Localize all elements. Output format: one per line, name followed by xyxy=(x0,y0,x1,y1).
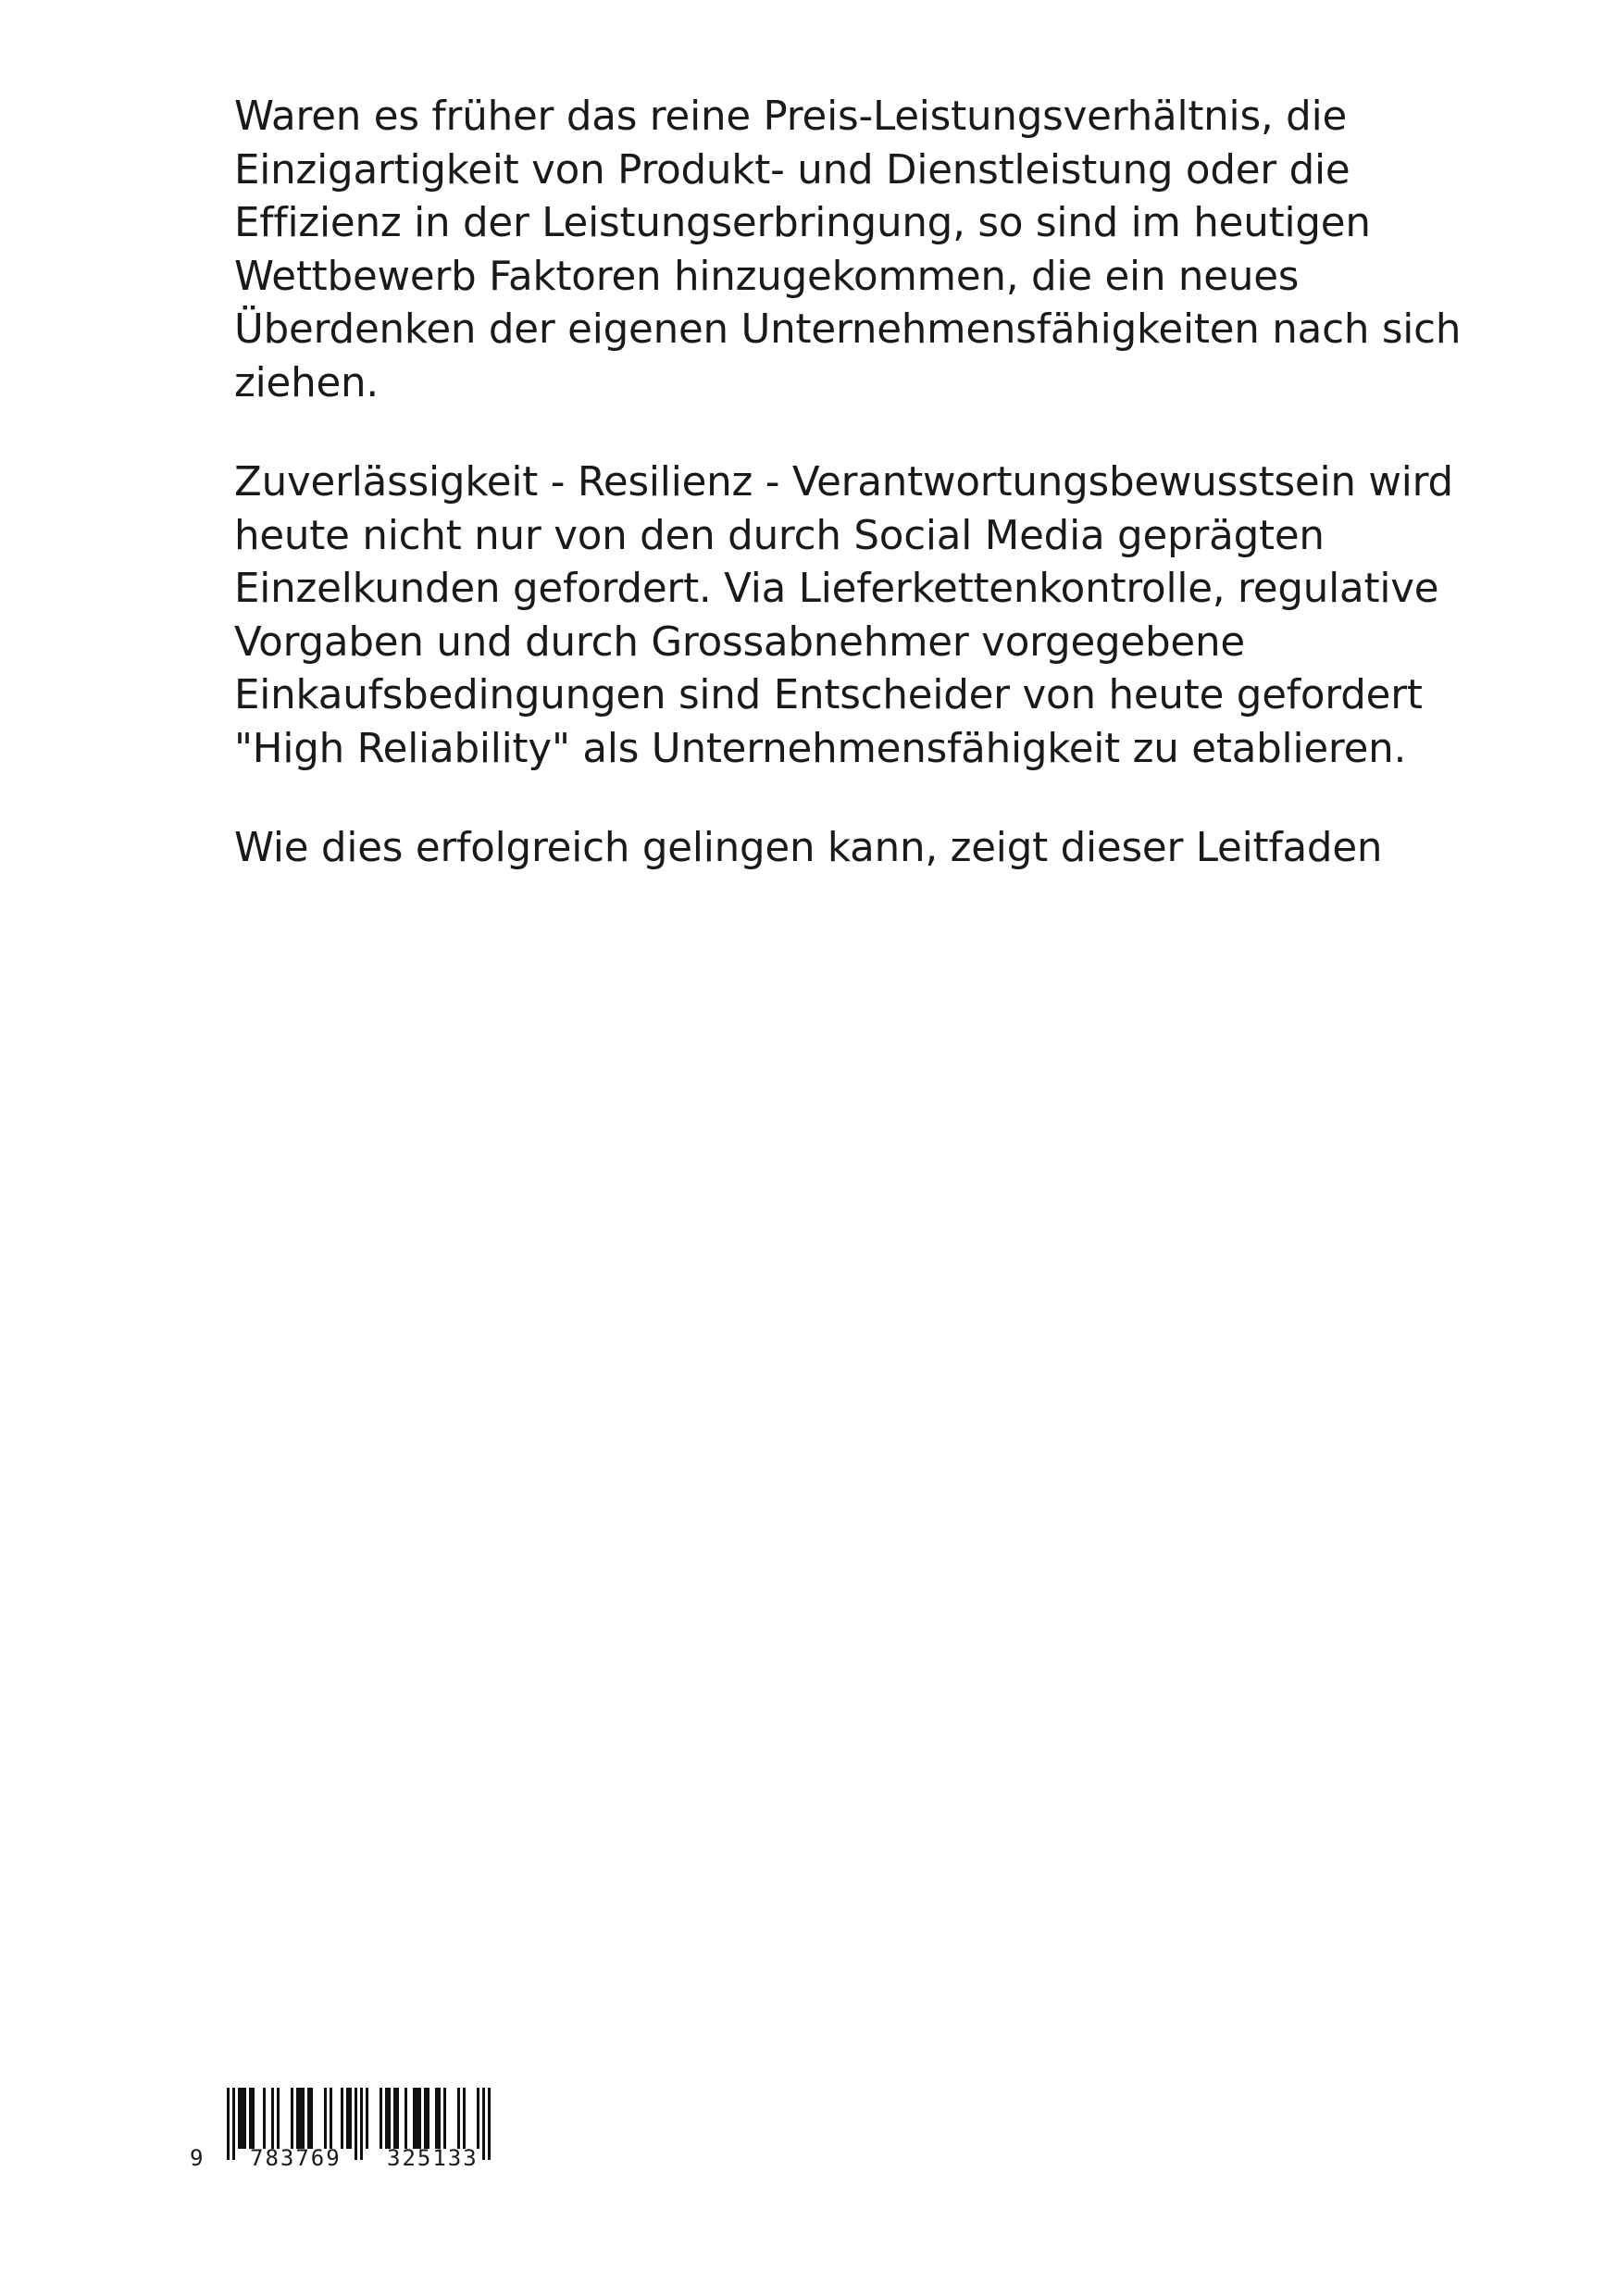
barcode-digits-right: 325133 xyxy=(387,2145,479,2171)
text-line: Waren es früher das reine Preis-Leistungsverhältnis, die xyxy=(234,94,1348,140)
text-line: Vorgaben und durch Grossabnehmer vorgegebene xyxy=(234,618,1245,666)
barcode-bar xyxy=(291,2088,293,2149)
barcode-bar xyxy=(324,2088,327,2149)
barcode-bar xyxy=(330,2088,332,2149)
barcode-bar xyxy=(380,2088,382,2149)
barcode-bar xyxy=(404,2088,407,2149)
barcode-bar xyxy=(416,2088,418,2149)
text-line: heute nicht nur von den durch Social Media geprägten xyxy=(234,512,1325,559)
paragraph-closing xyxy=(234,822,1438,876)
barcode-bar xyxy=(463,2088,466,2149)
barcode-bar xyxy=(443,2088,446,2149)
barcode-bar xyxy=(307,2088,310,2149)
barcode-digits-left: 783769 xyxy=(250,2145,342,2171)
barcode-bar xyxy=(341,2088,343,2149)
barcode-bar xyxy=(477,2088,479,2149)
back-cover-text xyxy=(234,91,1462,922)
barcode-bar xyxy=(355,2088,357,2160)
barcode-digit-first: 9 xyxy=(190,2145,204,2171)
text-line: Zuverlässigkeit - Resilienz - Verantwortungsbewusstsein wird xyxy=(234,459,1453,505)
barcode-bar xyxy=(482,2088,485,2160)
barcode-bar xyxy=(263,2088,266,2149)
barcode-bar xyxy=(427,2088,429,2149)
barcode-bar xyxy=(388,2088,391,2149)
barcode-bar xyxy=(413,2088,416,2149)
barcode-bar xyxy=(243,2088,246,2149)
barcode-bar xyxy=(396,2088,399,2149)
paragraph-reliability xyxy=(234,456,1453,776)
barcode-bar xyxy=(346,2088,349,2149)
barcode-bar xyxy=(488,2088,491,2160)
barcode-bar xyxy=(227,2088,230,2160)
text-line: "High Reliability" als Unternehmensfähigkeit zu etablieren. xyxy=(234,725,1407,772)
text-line: Einzelkunden gefordert. Via Lieferkettenkontrolle, regulative xyxy=(234,566,1439,612)
barcode-bar xyxy=(393,2088,396,2149)
barcode-bar xyxy=(241,2088,243,2149)
barcode-bar xyxy=(438,2088,441,2149)
barcode-bar xyxy=(296,2088,299,2149)
barcode-bar xyxy=(302,2088,305,2149)
barcode-bar xyxy=(238,2088,241,2149)
text-line: Einkaufsbedingungen sind Entscheider von heute gefordert xyxy=(234,672,1423,718)
barcode-bar xyxy=(277,2088,280,2149)
barcode-bar xyxy=(457,2088,460,2149)
text-line: Wie dies erfolgreich gelingen kann, zeigt dieser Leitfaden xyxy=(234,825,1383,871)
text-line: Überdenken der eigenen Unternehmensfähigkeiten nach sich xyxy=(234,306,1462,353)
barcode-bar xyxy=(418,2088,421,2149)
text-line: Wettbewerb Faktoren hinzugekommen, die ein neues xyxy=(234,253,1300,300)
barcode-bar xyxy=(366,2088,368,2149)
barcode-bar xyxy=(424,2088,427,2149)
barcode-bar xyxy=(252,2088,255,2149)
barcode-bar xyxy=(232,2088,235,2160)
isbn-barcode xyxy=(185,2088,518,2190)
text-line: Einzigartigkeit von Produkt- und Dienstleistung oder die xyxy=(234,146,1350,193)
barcode-bar xyxy=(299,2088,302,2149)
text-line: ziehen. xyxy=(234,359,380,406)
barcode-bar xyxy=(385,2088,388,2149)
barcode-bar xyxy=(310,2088,313,2149)
barcode-bar xyxy=(360,2088,363,2160)
barcode-bar xyxy=(435,2088,438,2149)
paragraph-intro xyxy=(234,91,1462,410)
barcode-bar xyxy=(249,2088,252,2149)
text-line: Effizienz in der Leistungserbringung, so sind im heutigen xyxy=(234,200,1371,246)
barcode-bar xyxy=(349,2088,352,2149)
barcode-bar xyxy=(271,2088,274,2149)
